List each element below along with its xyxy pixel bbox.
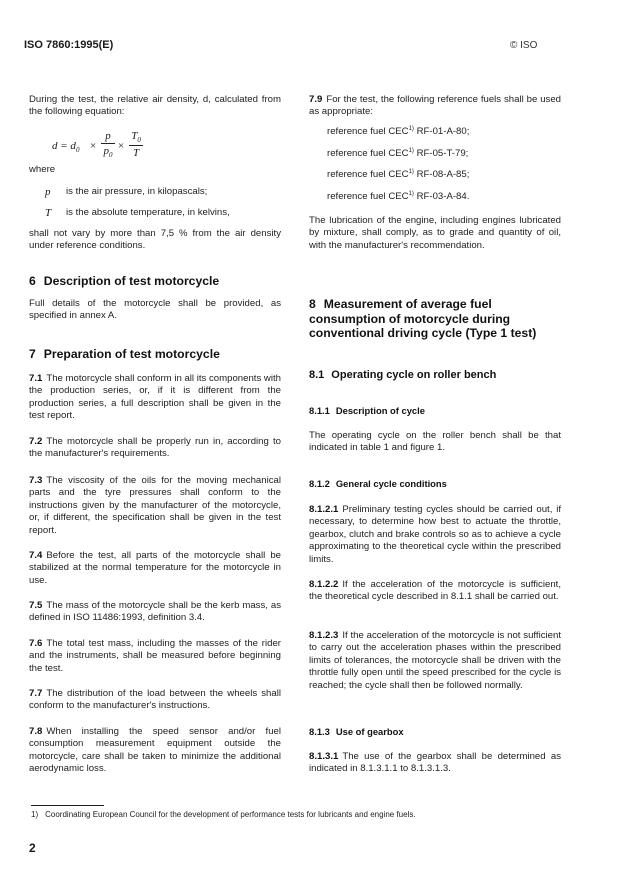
clause-7-6: 7.6 The total test mass, including the masses of the rider and the instruments, shall be measured before beginning the test. — [29, 638, 281, 674]
clause-7-1: 7.1 The motorcycle shall conform in all its components with the production series, or, if it is different from the production series, a full description shall be given in the test report. — [29, 373, 281, 422]
footnote-separator — [31, 805, 104, 806]
clause-7-8: 7.8 When installing the speed sensor and/or fuel consumption measurement equipment outside the motorcycle, care shall be taken to minimize the additional aerodynamic loss. — [29, 726, 281, 775]
section-8-heading: 8 Measurement of average fuel consumption of motorcycle during conventional driving cycle (Type 1 test) — [309, 297, 537, 340]
where-label: where — [29, 164, 56, 175]
pressure-fraction: p $p_0$ — [101, 130, 115, 159]
clause-7-9: 7.9 For the test, the following reference fuels shall be used as appropriate: — [309, 94, 561, 118]
temperature-fraction: $T_0$ T — [129, 130, 143, 159]
footnote: 1) Coordinating European Council for the development of performance tests for lubricants and engine fuels. — [31, 810, 416, 819]
section-8-1-1-body: The operating cycle on the roller bench shall be that indicated in table 1 and figure 1. — [309, 430, 561, 454]
clause-7-3: 7.3 The viscosity of the oils for the moving mechanical parts and the tyre pressures shall conform to the instructions given by the manufacturer of the motorcycle, or, if different, the specification shall be given in the test report. — [29, 475, 281, 536]
clause-7-5: 7.5 The mass of the motorcycle shall be the kerb mass, as defined in ISO 11486:1993, definition 3.4. — [29, 600, 281, 624]
symbol-t: T — [45, 207, 52, 219]
section-8-1-3-heading: 8.1.3 Use of gearbox — [309, 726, 404, 737]
section-8-1-2-heading: 8.1.2 General cycle conditions — [309, 478, 447, 489]
times-symbol: × — [118, 140, 125, 152]
document-id: ISO 7860:1995(E) — [24, 39, 114, 51]
air-density-equation — [52, 127, 222, 167]
symbol-p: p — [45, 186, 51, 198]
air-density-intro: During the test, the relative air density, d, calculated from the following equation: — [29, 94, 281, 118]
density-tolerance-text: shall not vary by more than 7,5 % from the air density under reference conditions. — [29, 228, 281, 252]
reference-fuel-item: reference fuel CEC$^{1)}$ RF-01-A-80; — [327, 126, 470, 137]
section-6-heading: 6 Description of test motorcycle — [29, 274, 220, 288]
reference-fuel-item: reference fuel CEC$^{1)}$ RF-03-A-84. — [327, 191, 470, 202]
section-8-1-1-heading: 8.1.1 Description of cycle — [309, 405, 425, 416]
clause-8-1-2-3: 8.1.2.3 If the acceleration of the motorcycle is not sufficient to carry out the acceleration phases within the prescribed limits of tolerances, the motorcycle shall be driven with the throttle fully open until the speed prescribed for the cycle is reached; the cycle shall then be followed normally. — [309, 630, 561, 691]
symbol-p-description: is the air pressure, in kilopascals; — [66, 186, 208, 197]
clause-8-1-2-1: 8.1.2.1 Preliminary testing cycles should be carried out, if necessary, to determine how best to actuate the throttle, gearbox, clutch and brake controls so as to achieve a cycle approximating to the theoretical cycle within the prescribed limits. — [309, 504, 561, 565]
clause-8-1-2-2: 8.1.2.2 If the acceleration of the motorcycle is sufficient, the theoretical cycle described in 8.1.1 shall be carried out. — [309, 579, 561, 603]
clause-7-7: 7.7 The distribution of the load between the wheels shall conform to the manufacturer's instructions. — [29, 688, 281, 712]
clause-7-2: 7.2 The motorcycle shall be properly run in, according to the manufacturer's requirements. — [29, 436, 281, 460]
section-6-body: Full details of the motorcycle shall be provided, as specified in annex A. — [29, 298, 281, 322]
times-symbol: × — [90, 140, 97, 152]
clause-8-1-3-1: 8.1.3.1 The use of the gearbox shall be determined as indicated in 8.1.3.1.1 to 8.1.3.1.3. — [309, 751, 561, 775]
reference-fuel-item: reference fuel CEC$^{1)}$ RF-08-A-85; — [327, 169, 470, 180]
equation-lhs: $d = d_0$ — [52, 140, 80, 155]
reference-fuel-item: reference fuel CEC$^{1)}$ RF-05-T-79; — [327, 148, 469, 159]
page-number: 2 — [29, 841, 36, 855]
clause-7-4: 7.4 Before the test, all parts of the motorcycle shall be stabilized at the normal temperature for the motorcycle in use. — [29, 550, 281, 586]
section-7-heading: 7 Preparation of test motorcycle — [29, 347, 220, 361]
symbol-t-description: is the absolute temperature, in kelvins, — [66, 207, 230, 218]
copyright-notice: © ISO — [510, 40, 538, 51]
lubrication-text: The lubrication of the engine, including engines lubricated by mixture, shall comply, as to grade and quantity of oil, with the manufacturer's recommendation. — [309, 215, 561, 251]
section-8-1-heading: 8.1 Operating cycle on roller bench — [309, 369, 497, 381]
